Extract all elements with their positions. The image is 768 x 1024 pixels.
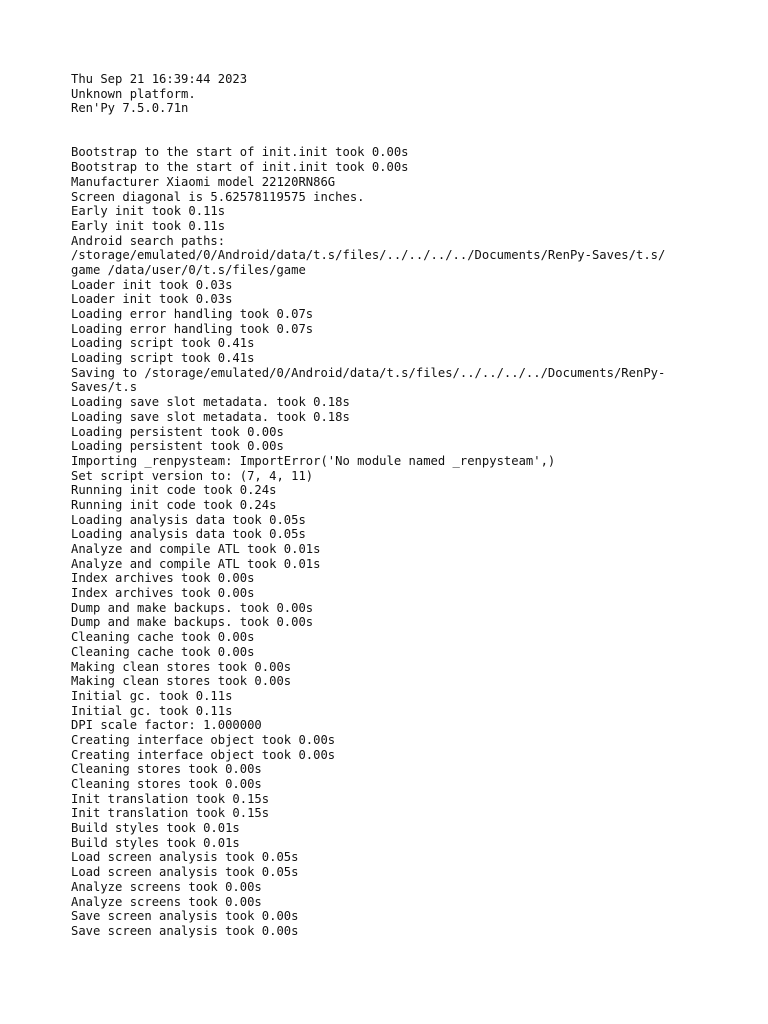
log-line: Early init took 0.11s xyxy=(71,218,226,233)
log-line: Loading persistent took 0.00s xyxy=(71,424,284,439)
log-line: Load screen analysis took 0.05s xyxy=(71,865,299,880)
log-line: Load screen analysis took 0.05s xyxy=(71,850,299,865)
log-line: Saves/t.s xyxy=(71,380,138,395)
log-line: Cleaning stores took 0.00s xyxy=(71,762,262,777)
log-line: Analyze screens took 0.00s xyxy=(71,894,262,909)
log-line: Loading analysis data took 0.05s xyxy=(71,527,306,542)
log-line: Cleaning stores took 0.00s xyxy=(71,777,262,792)
log-line: Loading persistent took 0.00s xyxy=(71,439,284,454)
log-header xyxy=(71,72,711,116)
log-line: Set script version to: (7, 4, 11) xyxy=(71,468,314,483)
log-line: Loading script took 0.41s xyxy=(71,336,255,351)
log-line: Android search paths: xyxy=(71,233,226,248)
log-line: Bootstrap to the start of init.init took 0.00s xyxy=(71,145,409,160)
log-line: Build styles took 0.01s xyxy=(71,835,240,850)
log-line: Cleaning cache took 0.00s xyxy=(71,644,255,659)
log-line: Importing _renpysteam: ImportError('No module named _renpysteam',) xyxy=(71,453,556,468)
header-line: Unknown platform. xyxy=(71,86,196,101)
log-line: /storage/emulated/0/Android/data/t.s/files/../../../../Documents/RenPy-Saves/t.s/ xyxy=(71,248,666,263)
log-line: Loader init took 0.03s xyxy=(71,277,233,292)
log-line: Save screen analysis took 0.00s xyxy=(71,923,299,938)
header-line: Ren'Py 7.5.0.71n xyxy=(71,101,189,116)
log-line: Saving to /storage/emulated/0/Android/data/t.s/files/../../../../Documents/RenPy- xyxy=(71,365,666,380)
log-line: Loading error handling took 0.07s xyxy=(71,321,314,336)
log-line: Creating interface object took 0.00s xyxy=(71,732,336,747)
log-line: Analyze screens took 0.00s xyxy=(71,879,262,894)
log-line: Screen diagonal is 5.62578119575 inches. xyxy=(71,189,365,204)
log-line: Early init took 0.11s xyxy=(71,204,226,219)
log-line: Dump and make backups. took 0.00s xyxy=(71,615,314,630)
log-line: Dump and make backups. took 0.00s xyxy=(71,600,314,615)
log-line: Loading analysis data took 0.05s xyxy=(71,512,306,527)
log-line: Making clean stores took 0.00s xyxy=(71,659,292,674)
log-line: Cleaning cache took 0.00s xyxy=(71,630,255,645)
log-line: Init translation took 0.15s xyxy=(71,806,270,821)
header-line: Thu Sep 21 16:39:44 2023 xyxy=(71,72,248,86)
log-line: Running init code took 0.24s xyxy=(71,497,277,512)
log-line: Index archives took 0.00s xyxy=(71,571,255,586)
log-line: Making clean stores took 0.00s xyxy=(71,674,292,689)
log-line: Save screen analysis took 0.00s xyxy=(71,909,299,924)
log-line: Analyze and compile ATL took 0.01s xyxy=(71,556,321,571)
log-line: Manufacturer Xiaomi model 22120RN86G xyxy=(71,174,336,189)
log-document xyxy=(71,72,711,939)
log-line: Loading save slot metadata. took 0.18s xyxy=(71,409,350,424)
log-line: Initial gc. took 0.11s xyxy=(71,688,233,703)
log-line: Init translation took 0.15s xyxy=(71,791,270,806)
log-body xyxy=(71,145,711,938)
log-line: Loader init took 0.03s xyxy=(71,292,233,307)
log-line: Build styles took 0.01s xyxy=(71,821,240,836)
log-line: game /data/user/0/t.s/files/game xyxy=(71,262,306,277)
log-line: Loading script took 0.41s xyxy=(71,351,255,366)
header-gap xyxy=(71,116,711,145)
log-line: Loading error handling took 0.07s xyxy=(71,307,314,322)
log-line: Analyze and compile ATL took 0.01s xyxy=(71,542,321,557)
log-line: Initial gc. took 0.11s xyxy=(71,703,233,718)
log-line: DPI scale factor: 1.000000 xyxy=(71,718,262,733)
log-line: Running init code took 0.24s xyxy=(71,483,277,498)
log-line: Creating interface object took 0.00s xyxy=(71,747,336,762)
log-line: Loading save slot metadata. took 0.18s xyxy=(71,395,350,410)
log-line: Bootstrap to the start of init.init took 0.00s xyxy=(71,160,409,175)
log-line: Index archives took 0.00s xyxy=(71,586,255,601)
